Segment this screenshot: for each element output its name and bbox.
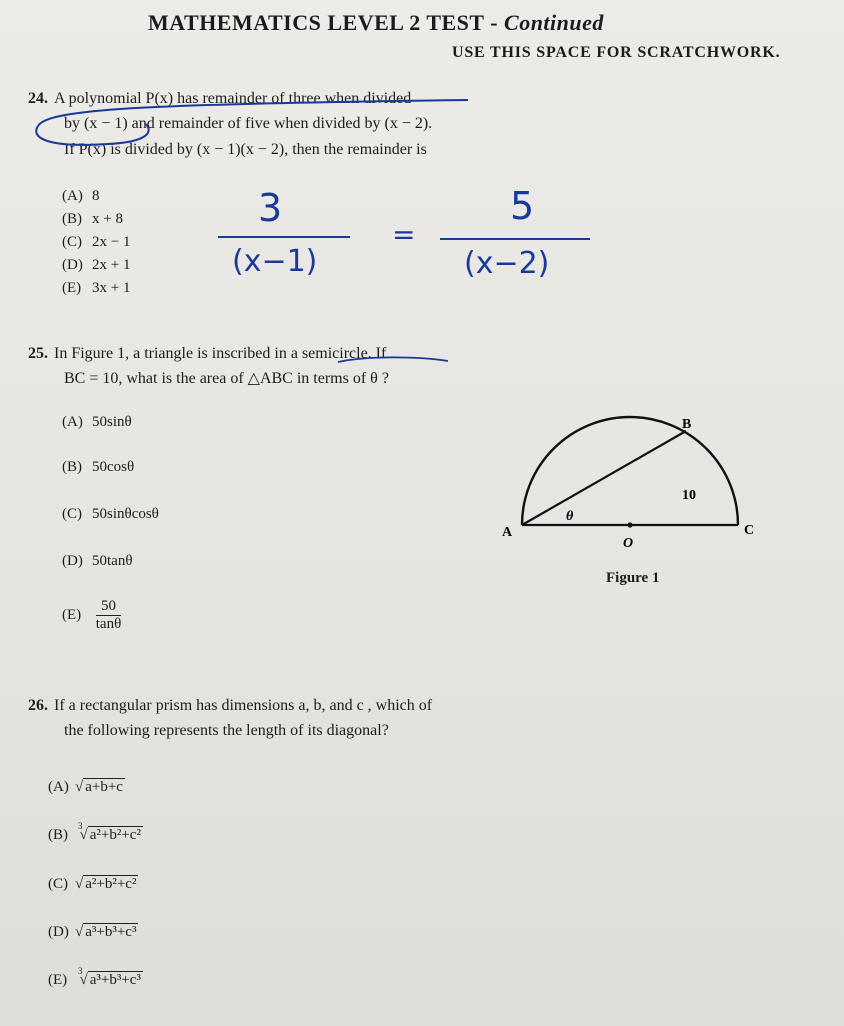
label-c: C [744,523,755,538]
question-text-line: If a rectangular prism has dimensions a, b, and c , which of [54,697,433,714]
label-a: A [502,525,513,540]
test-page: MATHEMATICS LEVEL 2 TEST - Continued USE THIS SPACE FOR SCRATCHWORK. 24. A polynomial P(x) has remainder of three when divided by (x − 1) and remainder of five when divided by (x − 2). If P(x) is divided by (x − 1)(x − 2), then the remainder is (A) 8 (B) x + 8 (C) 2x − 1 (D) 2x + 1 (E) 3x + 1 3 (x−1) = 5 (x−2) 25. In Figure 1, a triangle is inscribed in a semicircle. If BC = 10, what is the area of △ABC in terms of θ ? (A) 50sinθ (B) 50cosθ (C) 50sinθcosθ (D) 50tanθ (E) $\frac{50}{\tan\theta}$ B A C O θ 10 Figure 1 26. If a rectangular prism has dimensions a, b, and c , which of the following represents the length of its diagonal? (A) √ a+b+c $(B)^3√$ a²+b²+c² (C) √ a²+b²+c² (D) √ a³+b³+c³ $(E)^3√$ a³+b³+c³ [0,0,844,1026]
answer-choice[interactable]: (C) 50sinθcosθ [62,506,159,522]
label-side-10: 10 [682,488,696,503]
scratchwork-note: USE THIS SPACE FOR SCRATCHWORK. [452,44,781,61]
answer-choice[interactable]: (E) $\frac{50}{\tan\theta}$ [62,598,122,632]
question-number: 26. [28,697,48,714]
question-text-line: If P(x) is divided by (x − 1)(x − 2), then the remainder is [64,141,427,158]
answer-choice[interactable]: (D) √ a³+b³+c³ [48,924,137,940]
radicand: a²+b²+c² [85,876,137,892]
fraction-bar [440,238,590,240]
question-text-line: A polynomial P(x) has remainder of three when divided [54,90,412,107]
fraction: $\frac{50}{\tan\theta}$ [95,598,122,632]
page-title: MATHEMATICS LEVEL 2 TEST - Continued [148,10,604,35]
answer-choice[interactable]: (C) 2x − 1 [62,234,131,250]
radicand: a²+b²+c² [89,827,141,843]
center-point-o [627,522,632,527]
question-text-line: In Figure 1, a triangle is inscribed in a semicircle. If [54,345,387,362]
label-o: O [623,536,634,551]
answer-choice[interactable]: (A) √ a+b+c [48,779,123,795]
answer-choice[interactable]: (C) √ a²+b²+c² [48,876,137,892]
question-number: 24. [28,90,48,107]
answer-choice[interactable]: (E) 3x + 1 [62,280,131,296]
question-text-line: by (x − 1) and remainder of five when divided by (x − 2). [64,115,433,132]
answer-choice[interactable]: (B) x + 8 [62,211,123,227]
figure-caption: Figure 1 [606,570,660,586]
radicand: a+b+c [85,779,123,795]
answer-choice[interactable]: (A) 8 [62,188,100,204]
answer-choice[interactable]: $(B)^3√$ a²+b²+c² [48,821,141,843]
label-b: B [682,417,692,432]
answer-choice[interactable]: $(E)^3√$ a³+b³+c³ [48,966,141,988]
semicircle-arc [522,417,738,525]
figure-1-semicircle [500,410,780,590]
radicand: a³+b³+c³ [89,972,141,988]
question-text-line: the following represents the length of its diagonal? [64,722,389,739]
question-number: 25. [28,345,48,362]
fraction-bar [218,236,350,238]
pen-underline-annotation [336,352,452,366]
side-ab [522,431,686,525]
answer-choice[interactable]: (D) 50tanθ [62,553,133,569]
label-theta: θ [566,509,574,524]
answer-choice[interactable]: (B) 50cosθ [62,459,135,475]
pen-circle-annotation [18,86,488,156]
question-text-line: BC = 10, what is the area of △ABC in terms of θ ? [64,370,389,387]
radicand: a³+b³+c³ [85,924,137,940]
answer-choice[interactable]: (A) 50sinθ [62,414,132,430]
answer-choice[interactable]: (D) 2x + 1 [62,257,131,273]
